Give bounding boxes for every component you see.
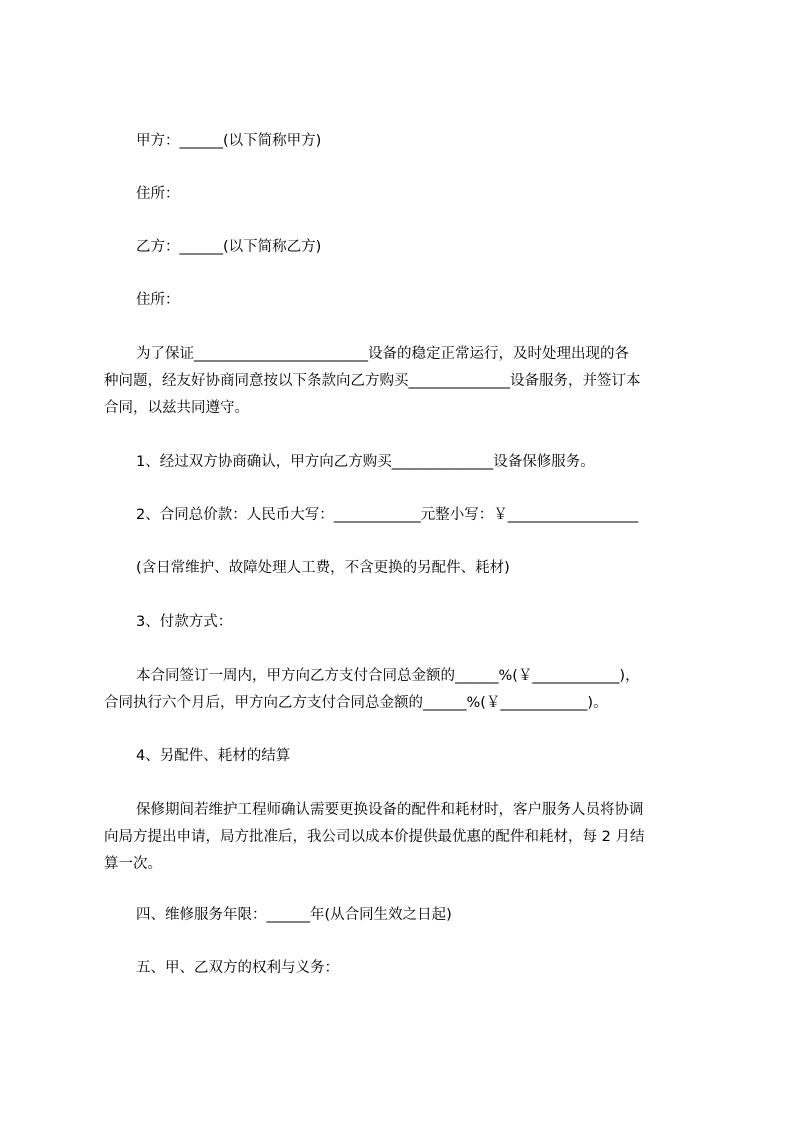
clause-2-price: 2、合同总价款：人民币大写：____________元整小写：￥__________________ (136, 507, 639, 523)
party-b-address-line: 住所： (136, 292, 180, 308)
section-4-service-term: 四、维修服务年限：______年(从合同生效之日起) (136, 907, 452, 923)
party-b-line: 乙方：______(以下简称乙方) (136, 239, 322, 255)
parts-line-2: 向局方提出申请，局方批准后，我公司以成本价提供最优惠的配件和耗材，每 2 月结 (104, 829, 645, 845)
clause-2-note: (含日常维护、故障处理人工费，不含更换的另配件、耗材) (136, 560, 510, 576)
clause-3-heading: 3、付款方式： (136, 614, 233, 630)
payment-line-1: 本合同签订一周内，甲方向乙方支付合同总金额的______%(￥____________)， (136, 668, 640, 684)
parts-line-3: 算一次。 (104, 856, 162, 872)
clause-4-heading: 4、另配件、耗材的结算 (136, 748, 291, 764)
clause-1: 1、经过双方协商确认，甲方向乙方购买______________设备保修服务。 (136, 454, 595, 470)
payment-line-2: 合同执行六个月后，甲方向乙方支付合同总金额的______%(￥____________)。 (104, 695, 608, 711)
preamble-line-2: 种问题，经友好协商同意按以下条款向乙方购买______________设备服务，并签订本 (104, 373, 641, 389)
preamble-line-3: 合同，以兹共同遵守。 (104, 400, 249, 416)
preamble-line-1: 为了保证________________________设备的稳定正常运行，及时处理出现的各 (136, 346, 629, 362)
party-a-line: 甲方：______(以下简称甲方) (136, 133, 322, 149)
parts-line-1: 保修期间若维护工程师确认需要更换设备的配件和耗材时，客户服务人员将协调 (136, 802, 644, 818)
section-5-heading: 五、甲、乙双方的权利与义务： (136, 960, 339, 976)
party-a-address-line: 住所： (136, 186, 180, 202)
